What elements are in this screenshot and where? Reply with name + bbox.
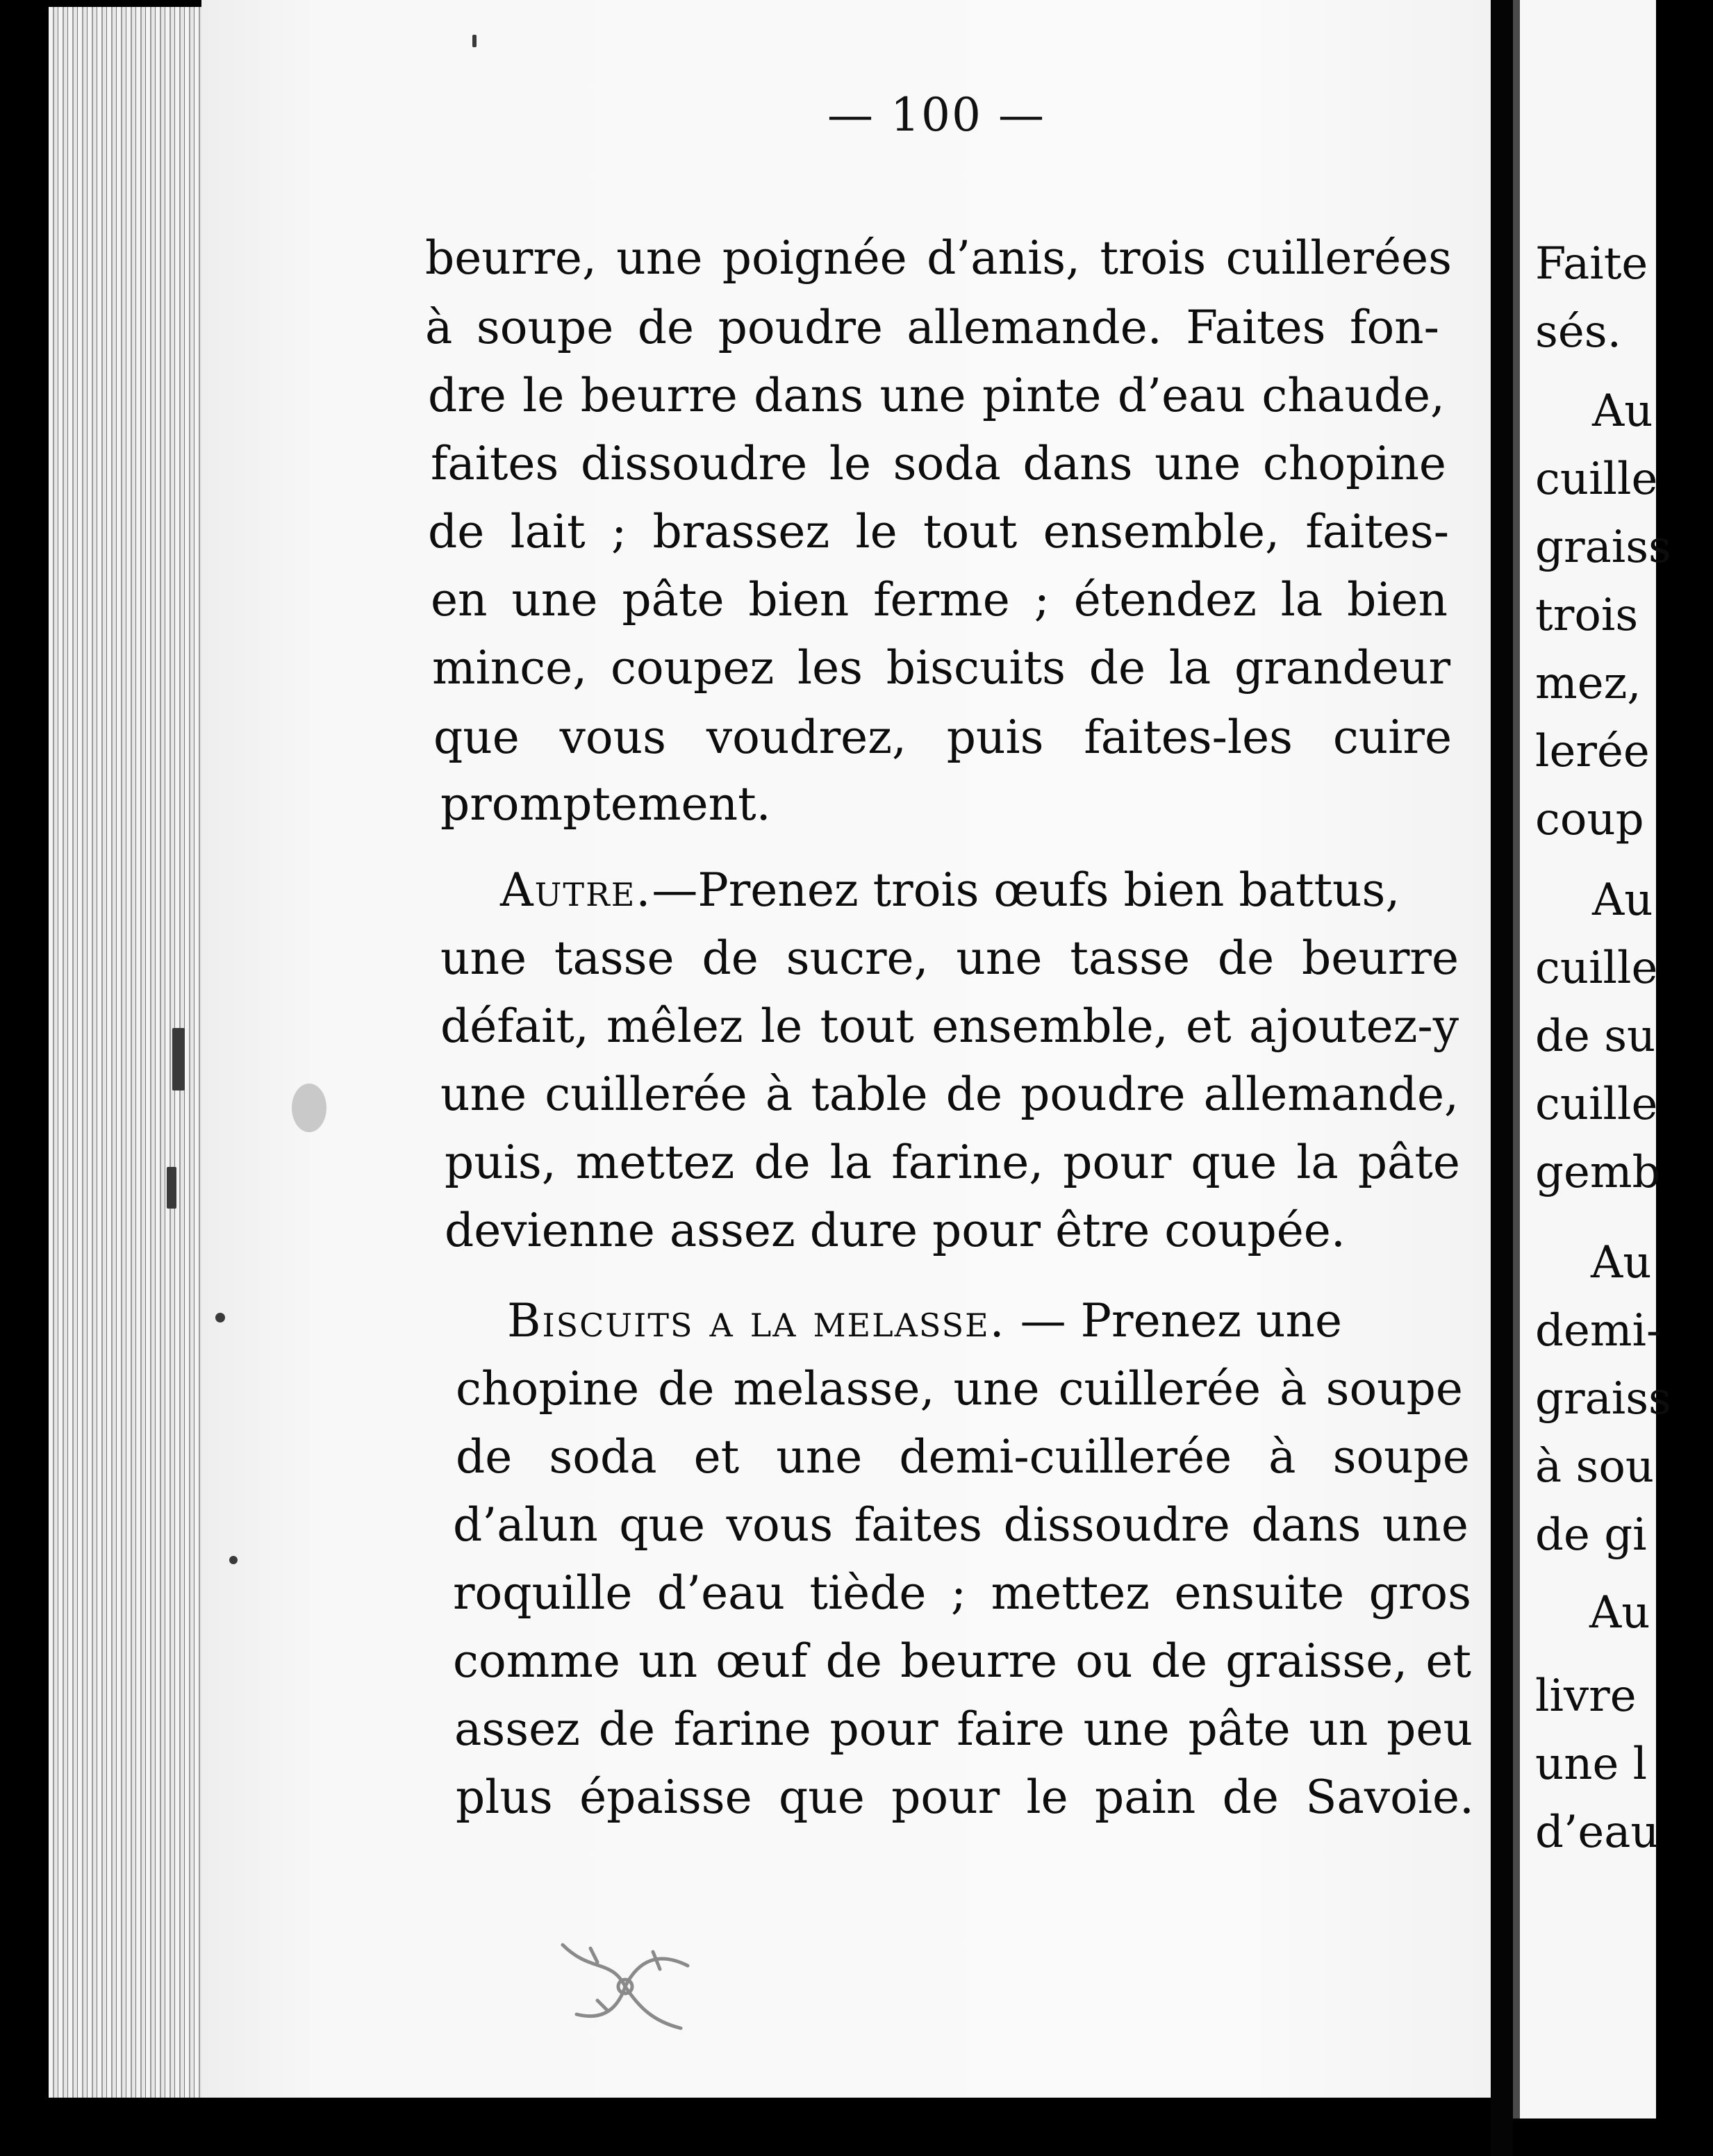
- text-fragment: Au: [1589, 1587, 1650, 1639]
- text-line: [500, 856, 1459, 925]
- text-fragment: lerée: [1535, 726, 1650, 777]
- text-fragment: demi-: [1535, 1305, 1662, 1357]
- text-fragment: à sou: [1535, 1441, 1655, 1493]
- text-line: faites dissoudre le soda dans une chopine: [431, 437, 1446, 490]
- text-line: beurre, une poignée d’anis, trois cuillerées: [425, 231, 1452, 285]
- text-fragment: sés.: [1535, 306, 1621, 358]
- ornament-bleed-through: [549, 1931, 709, 2035]
- margin-dot: [229, 1556, 238, 1564]
- text-run: —Prenez trois œufs bien battus,: [652, 863, 1400, 917]
- text-fragment: Au: [1592, 874, 1653, 926]
- text-fragment: Au: [1592, 385, 1653, 437]
- text-line: [507, 1286, 1466, 1356]
- text-fragment: de gi: [1535, 1509, 1647, 1561]
- margin-mark: [172, 1028, 185, 1091]
- text-fragment: cuille: [1535, 943, 1658, 994]
- book-gutter: [1491, 0, 1513, 2156]
- text-line: à soupe de poudre allemande. Faites fon-: [425, 301, 1439, 354]
- text-fragment: cuille: [1535, 1079, 1658, 1130]
- recipe-heading: Biscuits a la melasse.: [507, 1294, 1006, 1348]
- page-number: — 100 —: [827, 88, 1045, 142]
- text-line: roquille d’eau tiède ; mettez ensuite gros: [453, 1566, 1471, 1620]
- text-line: devienne assez dure pour être coupée.: [445, 1204, 1346, 1257]
- margin-dot: [215, 1313, 225, 1322]
- text-fragment: trois: [1535, 590, 1639, 641]
- text-fragment: gemb: [1535, 1147, 1661, 1198]
- text-line: puis, mettez de la farine, pour que la pâte: [445, 1136, 1460, 1189]
- text-line: d’alun que vous faites dissoudre dans une: [453, 1498, 1468, 1552]
- text-fragment: Faite: [1535, 238, 1648, 290]
- text-line: chopine de melasse, une cuillerée à soupe: [456, 1362, 1463, 1416]
- paper-stain: [292, 1084, 326, 1132]
- text-fragment: graiss: [1535, 522, 1671, 573]
- text-line: mince, coupez les biscuits de la grandeur: [432, 641, 1450, 695]
- text-fragment: livre: [1535, 1670, 1637, 1722]
- text-line: défait, mêlez le tout ensemble, et ajoutez-y: [440, 1000, 1459, 1053]
- text-line: que vous voudrez, puis faites-les cuire: [433, 711, 1452, 764]
- text-line: de soda et une demi-cuillerée à soupe: [456, 1430, 1470, 1484]
- ink-speck: [472, 35, 477, 47]
- text-fragment: Au: [1591, 1237, 1652, 1288]
- margin-mark: [167, 1167, 176, 1209]
- right-page-shadow: [1513, 0, 1520, 2118]
- text-fragment: cuille: [1535, 454, 1658, 505]
- text-line: une cuillerée à table de poudre allemande,: [440, 1068, 1459, 1121]
- text-fragment: d’eau: [1535, 1807, 1660, 1858]
- text-fragment: une l: [1535, 1739, 1648, 1790]
- text-line: promptement.: [440, 777, 771, 831]
- text-fragment: graiss: [1535, 1373, 1671, 1425]
- recipe-heading: Autre.: [500, 863, 652, 917]
- text-line: une tasse de sucre, une tasse de beurre: [440, 931, 1459, 985]
- text-fragment: de su: [1535, 1011, 1656, 1062]
- text-line: dre le beurre dans une pinte d’eau chaude,: [428, 369, 1445, 422]
- text-fragment: mez,: [1535, 658, 1641, 709]
- text-line: assez de farine pour faire une pâte un peu: [454, 1702, 1473, 1756]
- text-line: plus épaisse que pour le pain de Savoie.: [456, 1771, 1474, 1824]
- text-fragment: coup: [1535, 794, 1644, 845]
- text-line: comme un œuf de beurre ou de graisse, et: [453, 1634, 1471, 1688]
- text-line: de lait ; brassez le tout ensemble, faites-: [428, 505, 1449, 558]
- text-run: — Prenez une: [1005, 1294, 1343, 1348]
- text-line: en une pâte bien ferme ; étendez la bien: [431, 573, 1448, 627]
